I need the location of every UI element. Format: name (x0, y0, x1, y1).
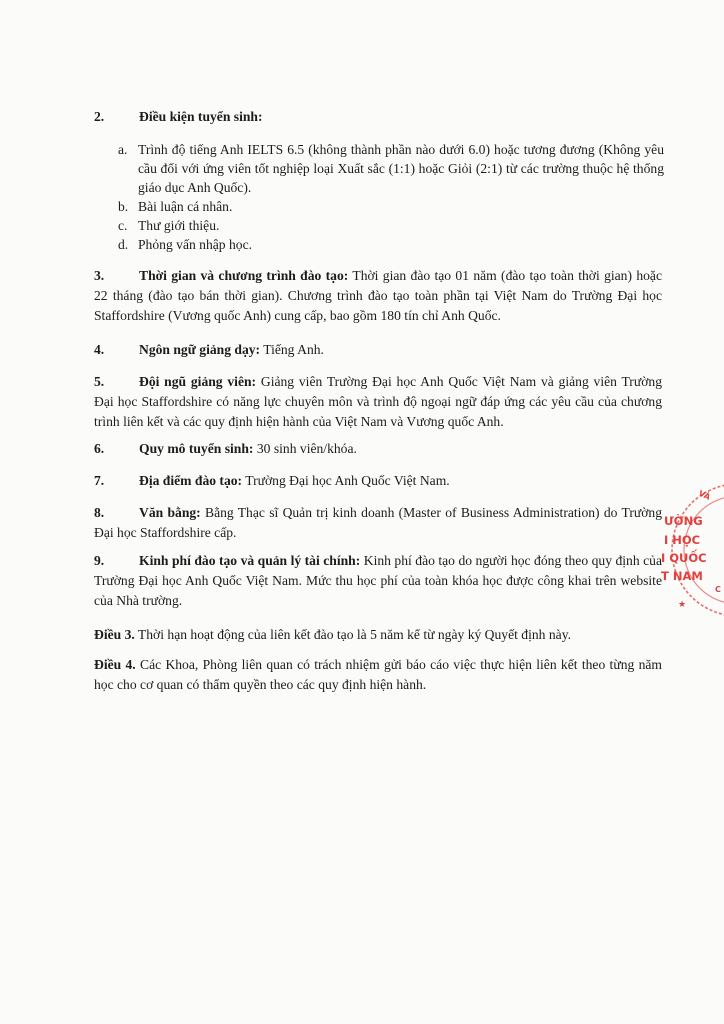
section-number: 8. (94, 505, 105, 520)
list-item-text: Trình độ tiếng Anh IELTS 6.5 (không thành phần nào dưới 6.0) hoặc tương đương (Không yêu cầu đối với ứng viên tốt nghiệp loại Xuất sắc (1:1) hoặc Giỏi (2:1) từ các trường thuộc hệ thống giáo dục Anh Quốc). (138, 142, 664, 195)
section-title: Văn bằng: (139, 505, 201, 520)
section-9 (94, 551, 662, 611)
section-body: Tiếng Anh. (260, 342, 324, 357)
section-title: Đội ngũ giảng viên: (139, 374, 257, 389)
section-number: 9. (94, 553, 105, 568)
section-title: Quy mô tuyển sinh: (139, 441, 254, 456)
list-item-text: Phỏng vấn nhập học. (138, 237, 253, 252)
list-item-text: Bài luận cá nhân. (138, 199, 233, 214)
section-number: 6. (94, 441, 105, 456)
list-item (118, 140, 664, 197)
section-number: 2. (94, 109, 105, 124)
section-number: 3. (94, 268, 105, 283)
section-body: Kinh phí đào tạo do người học đóng theo quy định của Trường Đại học Anh Quốc Việt Nam. Mức thu học phí của toàn khóa học được công khai trên website của Nhà trường. (94, 553, 662, 608)
list-letter: d. (118, 237, 129, 252)
seal-line: T NAM (661, 569, 703, 583)
seal-stamp-graphic (660, 478, 724, 628)
section-title: Điều kiện tuyển sinh: (139, 109, 263, 124)
list-letter: c. (118, 218, 128, 233)
section-body: 30 sinh viên/khóa. (253, 441, 357, 456)
admission-requirements-list (118, 140, 664, 254)
section-body: Thời gian đào tạo 01 năm (đào tạo toàn thời gian) hoặc 22 tháng (đào tạo bán thời gian). Chương trình đào tạo toàn phần tại Việt Nam do Trường Đại học Staffordshire (Vương quốc Anh) cung cấp, bao gồm 180 tín chỉ Anh Quốc. (94, 268, 662, 323)
section-number: 4. (94, 342, 105, 357)
article-3 (94, 625, 662, 645)
section-3 (94, 266, 662, 326)
article-label: Điều 4. (94, 657, 136, 672)
list-letter: a. (118, 142, 128, 157)
section-title: Kinh phí đào tạo và quản lý tài chính: (139, 553, 361, 568)
section-number: 5. (94, 374, 105, 389)
section-6 (94, 439, 662, 459)
list-item (118, 235, 664, 254)
section-title: Thời gian và chương trình đào tạo: (139, 268, 349, 283)
section-body: Trường Đại học Anh Quốc Việt Nam. (242, 473, 450, 488)
list-item-text: Thư giới thiệu. (138, 218, 220, 233)
official-seal (660, 478, 724, 628)
seal-line: C (715, 585, 721, 594)
seal-line: I HỌC (664, 533, 701, 547)
seal-line: I QUỐC (661, 551, 707, 565)
seal-line: ƯỜNG (664, 514, 703, 528)
section-title: Địa điểm đào tạo: (139, 473, 243, 488)
list-item (118, 197, 664, 216)
article-4 (94, 655, 662, 695)
section-4 (94, 340, 662, 360)
section-number: 7. (94, 473, 105, 488)
section-7 (94, 471, 662, 491)
section-body: Giảng viên Trường Đại học Anh Quốc Việt Nam và giảng viên Trường Đại học Staffordshire có năng lực chuyên môn và trình độ ngoại ngữ đáp ứng các yêu cầu của chương trình liên kết và các quy định hiện hành của Việt Nam và Vương quốc Anh. (94, 374, 662, 429)
section-title: Ngôn ngữ giảng dạy: (139, 342, 261, 357)
section-2-heading (94, 107, 662, 127)
section-5 (94, 372, 662, 432)
list-letter: b. (118, 199, 129, 214)
list-item (118, 216, 664, 235)
article-body: Thời hạn hoạt động của liên kết đào tạo là 5 năm kể từ ngày ký Quyết định này. (134, 627, 572, 642)
article-body: Các Khoa, Phòng liên quan có trách nhiệm gửi báo cáo việc thực hiện liên kết theo từng năm học cho cơ quan có thẩm quyền theo các quy định hiện hành. (94, 657, 663, 692)
seal-star: ★ (678, 600, 687, 610)
section-body: Bằng Thạc sĩ Quản trị kinh doanh (Master of Business Administration) do Trường Đại học Staffordshire cấp. (94, 505, 662, 540)
seal-line: VÀ (697, 488, 712, 502)
article-label: Điều 3. (94, 627, 135, 642)
section-8 (94, 503, 662, 543)
